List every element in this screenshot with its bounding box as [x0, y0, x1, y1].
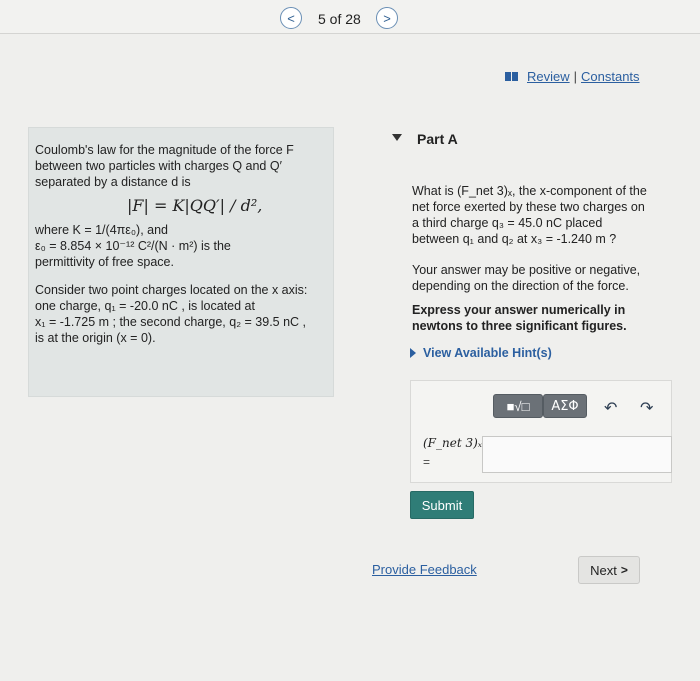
- top-navigation-bar: [0, 0, 700, 34]
- answer-input[interactable]: [482, 436, 672, 473]
- question-line-3: a third charge q₃ = 45.0 nC placed: [412, 216, 603, 230]
- link-separator: |: [573, 69, 578, 84]
- next-chevron-icon: >: [620, 563, 628, 577]
- expand-triangle-icon: [410, 348, 416, 358]
- consider-line-2: one charge, q₁ = -20.0 nC , is located at: [35, 299, 255, 313]
- question-text: [412, 183, 662, 247]
- note-line-1: Your answer may be positive or negative,: [412, 263, 641, 277]
- consider-line-4: is at the origin (x = 0).: [35, 331, 156, 345]
- part-collapse-icon[interactable]: [392, 134, 402, 141]
- intro-line-2: between two particles with charges Q and Q′: [35, 159, 282, 173]
- hints-label: View Available Hint(s): [423, 346, 552, 360]
- epsilon-line: ε₀ = 8.854 × 10⁻¹² C²/(N · m²) is the: [35, 239, 231, 253]
- consider-line-3: x₁ = -1.725 m ; the second charge, q₂ = 39.5 nC ,: [35, 315, 307, 329]
- constants-link[interactable]: Constants: [581, 69, 640, 84]
- submit-button[interactable]: Submit: [410, 491, 474, 519]
- express-instructions: [412, 302, 662, 334]
- greek-symbols-button[interactable]: ΑΣΦ: [543, 394, 587, 418]
- answer-equals: =: [423, 455, 431, 469]
- previous-page-button[interactable]: <: [280, 7, 302, 29]
- question-line-1: What is (F_net 3)ₓ, the x-component of the: [412, 184, 647, 198]
- page-count: 5 of 28: [318, 11, 361, 27]
- part-a-title[interactable]: Part A: [417, 131, 458, 147]
- question-line-4: between q₁ and q₂ at x₃ = -1.240 m ?: [412, 232, 617, 246]
- express-line-2: newtons to three significant figures.: [412, 319, 627, 333]
- redo-icon[interactable]: ↷: [640, 400, 654, 417]
- intro-line-3: separated by a distance d is: [35, 175, 191, 189]
- intro-line-1: Coulomb's law for the magnitude of the force F: [35, 143, 294, 157]
- answer-variable-label: (F_net 3)ₓ: [423, 436, 483, 450]
- question-line-2: net force exerted by these two charges on: [412, 200, 645, 214]
- view-hints-link[interactable]: [410, 346, 552, 360]
- next-label: Next: [590, 562, 617, 578]
- consider-line-1: Consider two point charges located on the x axis:: [35, 283, 308, 297]
- math-template-button[interactable]: ■√□: [493, 394, 543, 418]
- problem-intro-panel: [28, 127, 334, 397]
- review-icon: [505, 72, 519, 81]
- undo-icon[interactable]: ↶: [604, 400, 618, 417]
- coulomb-formula: |F| = K|QQ′| / d²,: [127, 196, 263, 215]
- provide-feedback-link[interactable]: Provide Feedback: [372, 562, 477, 577]
- permittivity-line: permittivity of free space.: [35, 255, 174, 269]
- next-button[interactable]: [578, 556, 640, 584]
- resource-links: [505, 69, 640, 84]
- note-line-2: depending on the direction of the force.: [412, 279, 629, 293]
- review-link[interactable]: Review: [527, 69, 570, 84]
- where-k-line: where K = 1/(4πε₀), and: [35, 223, 168, 237]
- answer-note: [412, 262, 662, 294]
- next-page-button[interactable]: >: [376, 7, 398, 29]
- express-line-1: Express your answer numerically in: [412, 303, 626, 317]
